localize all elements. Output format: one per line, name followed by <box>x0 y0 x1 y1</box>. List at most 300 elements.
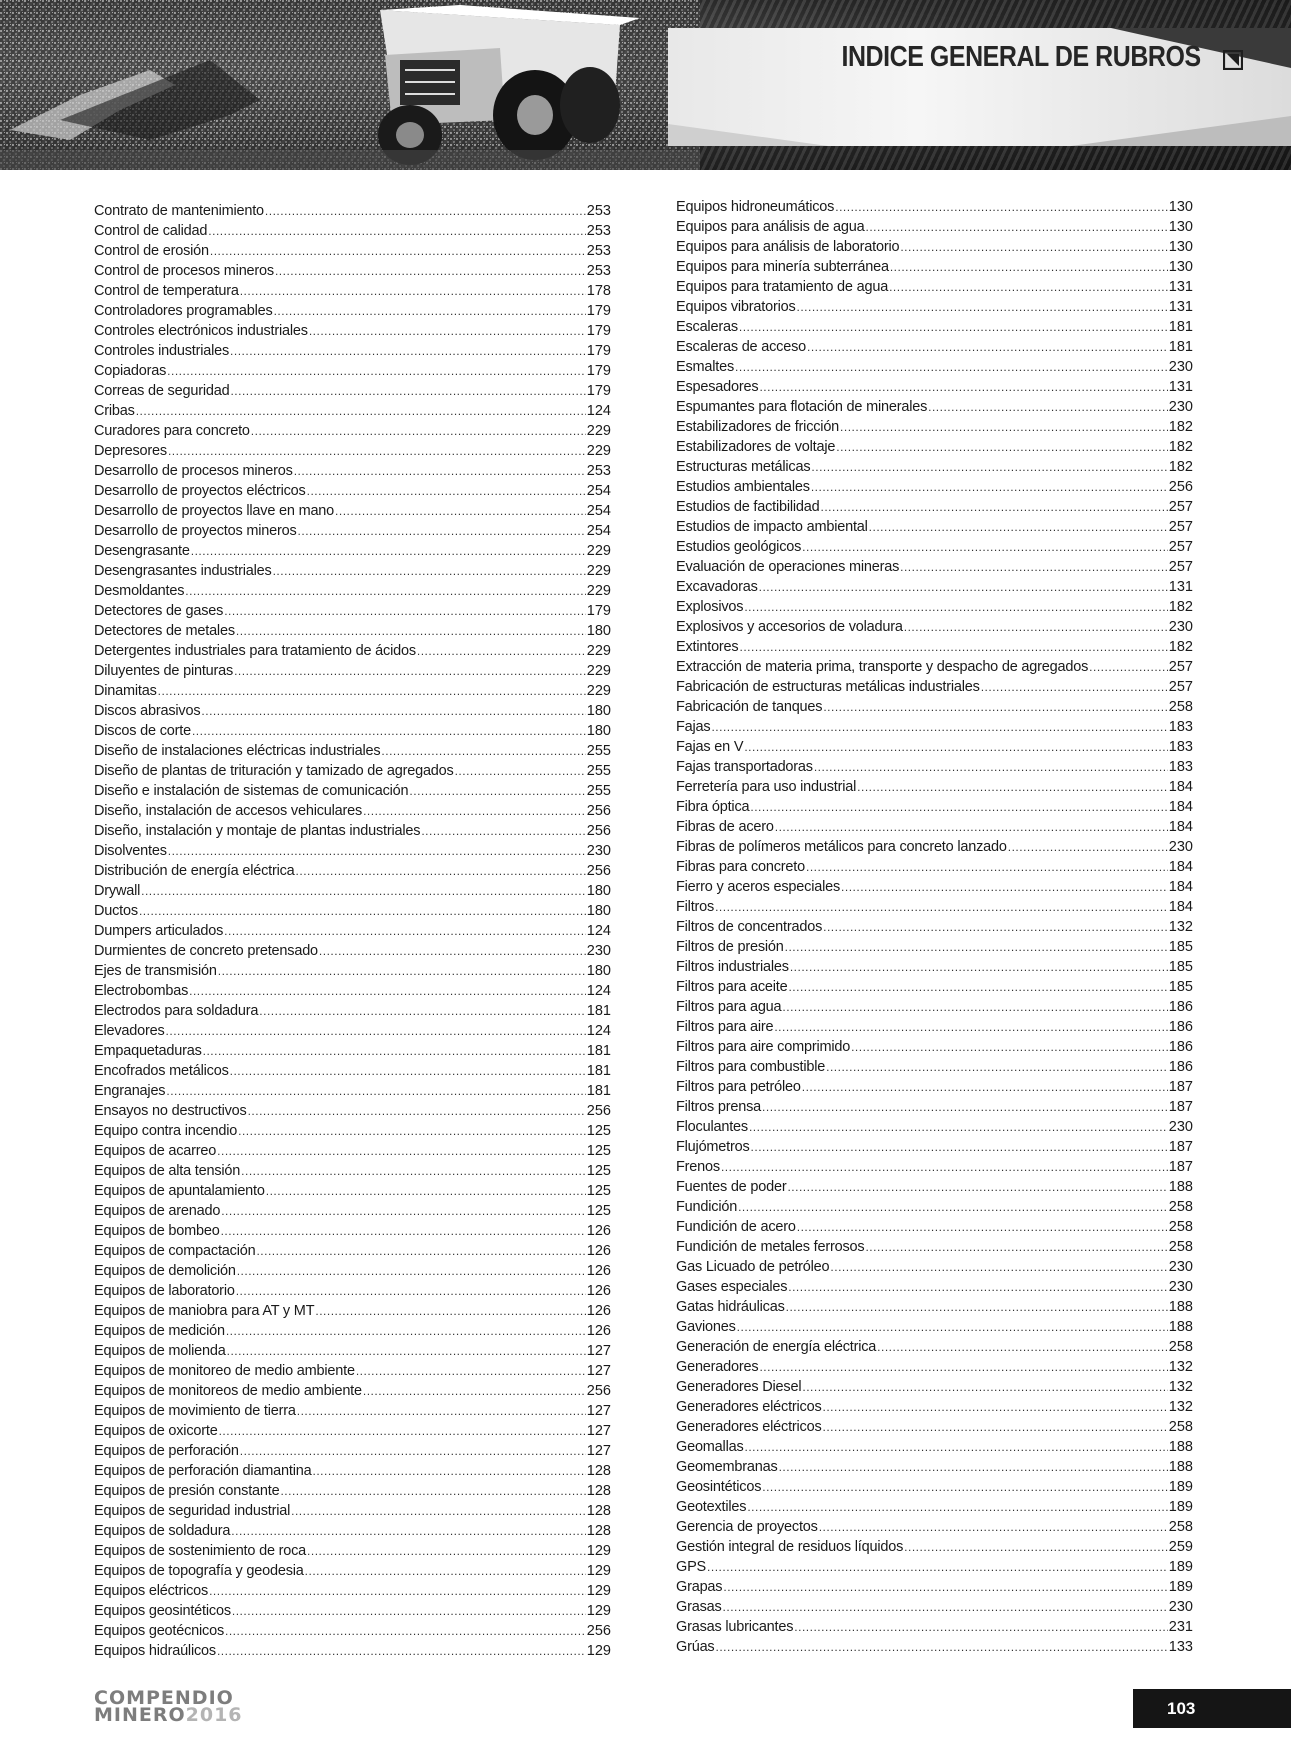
dot-leader <box>256 1241 585 1261</box>
page-number: 103 <box>1133 1689 1291 1728</box>
entry-name: Dumpers articulados <box>94 923 224 939</box>
entry-name: Estudios de factibilidad <box>676 499 820 515</box>
dot-leader <box>797 1217 1168 1237</box>
entry-name: Estudios geológicos <box>676 539 802 555</box>
entry-page: 125 <box>586 1143 611 1159</box>
entry-name: Evaluación de operaciones mineras <box>676 559 900 575</box>
entry-name: Desarrollo de proyectos llave en mano <box>94 503 335 519</box>
entry-name: Filtros para agua <box>676 999 782 1015</box>
entry-name: Equipos de bombeo <box>94 1223 220 1239</box>
dot-leader <box>790 957 1168 977</box>
entry-name: Desengrasante <box>94 543 190 559</box>
index-entry <box>94 1501 611 1521</box>
entry-name: Equipos de compactación <box>94 1243 256 1259</box>
dot-leader <box>225 1621 586 1641</box>
entry-page: 229 <box>586 423 611 439</box>
entry-page: 124 <box>586 1023 611 1039</box>
entry-name: Espesadores <box>676 379 759 395</box>
entry-page: 254 <box>586 483 611 499</box>
entry-name: Estudios ambientales <box>676 479 810 495</box>
index-entry <box>94 1381 611 1401</box>
entry-page: 187 <box>1168 1139 1193 1155</box>
entry-name: Discos de corte <box>94 723 191 739</box>
entry-page: 189 <box>1168 1479 1193 1495</box>
index-entry <box>94 601 611 621</box>
dot-leader <box>363 801 586 821</box>
index-entry <box>676 617 1193 637</box>
entry-name: Fabricación de tanques <box>676 699 823 715</box>
dot-leader <box>298 521 586 541</box>
entry-page: 131 <box>1168 279 1193 295</box>
index-entry <box>94 1621 611 1641</box>
entry-name: Ferretería para uso industrial <box>676 779 857 795</box>
dot-leader <box>890 257 1168 277</box>
entry-page: 182 <box>1168 439 1193 455</box>
dot-leader <box>208 221 586 241</box>
entry-page: 186 <box>1168 1019 1193 1035</box>
index-entry <box>94 1401 611 1421</box>
dot-leader <box>309 321 586 341</box>
index-entry <box>94 661 611 681</box>
entry-page: 126 <box>586 1223 611 1239</box>
entry-page: 230 <box>1168 399 1193 415</box>
dot-leader <box>296 861 586 881</box>
index-entry <box>676 757 1193 777</box>
dot-leader <box>782 997 1167 1017</box>
entry-name: Detectores de metales <box>94 623 235 639</box>
entry-name: Equipos de seguridad industrial <box>94 1503 291 1519</box>
entry-page: 255 <box>586 743 611 759</box>
entry-name: Equipos de apuntalamiento <box>94 1183 265 1199</box>
dot-leader <box>811 457 1167 477</box>
index-entry <box>676 1277 1193 1297</box>
entry-page: 179 <box>586 363 611 379</box>
dot-leader <box>168 841 586 861</box>
entry-name: Desmoldantes <box>94 583 185 599</box>
index-entry <box>94 1241 611 1261</box>
dot-leader <box>840 417 1168 437</box>
entry-page: 130 <box>1168 239 1193 255</box>
index-entry <box>94 1101 611 1121</box>
entry-name: Drywall <box>94 883 141 899</box>
entry-name: Fuentes de poder <box>676 1179 787 1195</box>
index-entry <box>94 881 611 901</box>
entry-page: 183 <box>1168 719 1193 735</box>
brand-line1: COMPENDIO <box>94 1687 234 1709</box>
entry-page: 182 <box>1168 419 1193 435</box>
entry-page: 129 <box>586 1603 611 1619</box>
index-entry <box>94 1581 611 1601</box>
entry-page: 181 <box>1168 319 1193 335</box>
entry-page: 180 <box>586 963 611 979</box>
entry-name: Diseño, instalación y montaje de plantas industriales <box>94 823 421 839</box>
index-entry <box>94 641 611 661</box>
entry-page: 125 <box>586 1163 611 1179</box>
dot-leader <box>807 337 1168 357</box>
index-entry <box>676 897 1193 917</box>
dot-leader <box>259 1001 586 1021</box>
entry-name: Filtros para petróleo <box>676 1079 801 1095</box>
entry-page: 253 <box>586 263 611 279</box>
index-entry <box>676 777 1193 797</box>
entry-name: Filtros industriales <box>676 959 789 975</box>
dot-leader <box>319 941 586 961</box>
entry-name: Correas de seguridad <box>94 383 230 399</box>
index-entry <box>94 1081 611 1101</box>
entry-page: 229 <box>586 563 611 579</box>
entry-page: 180 <box>586 903 611 919</box>
entry-name: Generadores eléctricos <box>676 1419 822 1435</box>
dot-leader <box>189 981 586 1001</box>
index-entry <box>676 1557 1193 1577</box>
entry-name: Fajas en V <box>676 739 744 755</box>
entry-page: 229 <box>586 443 611 459</box>
dot-leader <box>851 1037 1168 1057</box>
dot-leader <box>231 1521 586 1541</box>
index-entry <box>676 1537 1193 1557</box>
entry-name: Geotextiles <box>676 1499 747 1515</box>
dot-leader <box>230 381 585 401</box>
index-entry <box>676 1497 1193 1517</box>
dot-leader <box>158 681 586 701</box>
dot-leader <box>823 697 1167 717</box>
entry-page: 126 <box>586 1283 611 1299</box>
dot-leader <box>723 1577 1167 1597</box>
index-entry <box>94 1321 611 1341</box>
index-entry <box>94 1281 611 1301</box>
index-entry <box>676 1017 1193 1037</box>
index-entry <box>94 801 611 821</box>
index-entry <box>676 1597 1193 1617</box>
dot-leader <box>417 641 586 661</box>
entry-name: Flujómetros <box>676 1139 750 1155</box>
entry-name: Floculantes <box>676 1119 748 1135</box>
entry-name: Equipos hidroneumáticos <box>676 199 835 215</box>
index-entry <box>94 1021 611 1041</box>
entry-page: 229 <box>586 683 611 699</box>
index-entry <box>676 817 1193 837</box>
dot-leader <box>218 961 586 981</box>
entry-page: 231 <box>1168 1619 1193 1635</box>
entry-name: Contrato de mantenimiento <box>94 203 264 219</box>
dot-leader <box>745 1437 1168 1457</box>
index-entry <box>676 997 1193 1017</box>
dot-leader <box>865 217 1167 237</box>
entry-page: 130 <box>1168 199 1193 215</box>
entry-name: Excavadoras <box>676 579 758 595</box>
dot-leader <box>811 477 1168 497</box>
entry-page: 230 <box>1168 359 1193 375</box>
dot-leader <box>836 437 1168 457</box>
dot-leader <box>224 921 586 941</box>
entry-name: Geomembranas <box>676 1459 778 1475</box>
dot-leader <box>788 1277 1168 1297</box>
index-entry <box>676 537 1193 557</box>
entry-page: 229 <box>586 663 611 679</box>
dot-leader <box>716 1637 1168 1657</box>
index-entry <box>94 1001 611 1021</box>
index-entry <box>676 1417 1193 1437</box>
entry-page: 126 <box>586 1303 611 1319</box>
entry-name: Explosivos <box>676 599 744 615</box>
index-entry <box>676 437 1193 457</box>
dot-leader <box>865 1237 1167 1257</box>
dot-leader <box>274 301 586 321</box>
dot-leader <box>226 1321 586 1341</box>
entry-page: 257 <box>1168 519 1193 535</box>
entry-page: 189 <box>1168 1579 1193 1595</box>
dot-leader <box>857 777 1168 797</box>
dot-leader <box>750 797 1167 817</box>
entry-name: Filtros prensa <box>676 1099 762 1115</box>
index-entry <box>676 597 1193 617</box>
index-entry <box>94 621 611 641</box>
index-entry <box>94 461 611 481</box>
entry-page: 253 <box>586 463 611 479</box>
dot-leader <box>721 1157 1168 1177</box>
dot-leader <box>409 781 585 801</box>
entry-page: 181 <box>586 1043 611 1059</box>
index-entry <box>676 1057 1193 1077</box>
dot-leader <box>166 1021 586 1041</box>
index-entry <box>676 957 1193 977</box>
dot-leader <box>241 1161 586 1181</box>
entry-page: 188 <box>1168 1459 1193 1475</box>
index-entry <box>94 1481 611 1501</box>
entry-page: 255 <box>586 783 611 799</box>
dot-leader <box>711 717 1167 737</box>
entry-page: 257 <box>1168 539 1193 555</box>
entry-name: Engranajes <box>94 1083 166 1099</box>
entry-name: Control de calidad <box>94 223 208 239</box>
dot-leader <box>889 277 1168 297</box>
entry-name: Diseño e instalación de sistemas de comunicación <box>94 783 409 799</box>
dot-leader <box>381 741 585 761</box>
dot-leader <box>297 1401 586 1421</box>
index-entry <box>94 1161 611 1181</box>
entry-page: 256 <box>586 1623 611 1639</box>
entry-name: Espumantes para flotación de minerales <box>676 399 928 415</box>
dot-leader <box>139 901 586 921</box>
index-entry <box>94 541 611 561</box>
index-entry <box>94 1061 611 1081</box>
entry-page: 187 <box>1168 1099 1193 1115</box>
dot-leader <box>738 1197 1168 1217</box>
entry-page: 229 <box>586 583 611 599</box>
index-entry <box>676 237 1193 257</box>
entry-name: Fajas <box>676 719 711 735</box>
index-entry <box>676 797 1193 817</box>
index-entry <box>94 901 611 921</box>
entry-page: 126 <box>586 1243 611 1259</box>
index-entry <box>676 1297 1193 1317</box>
dot-leader <box>802 1377 1167 1397</box>
entry-page: 180 <box>586 723 611 739</box>
dot-leader <box>819 1517 1168 1537</box>
entry-page: 128 <box>586 1483 611 1499</box>
dot-leader <box>723 1597 1168 1617</box>
index-entry <box>94 1461 611 1481</box>
dot-leader <box>814 757 1168 777</box>
entry-name: Grapas <box>676 1579 723 1595</box>
index-entry <box>676 677 1193 697</box>
index-entry <box>676 1257 1193 1277</box>
dot-leader <box>167 361 586 381</box>
brand-logo <box>94 1687 243 1726</box>
entry-page: 259 <box>1168 1539 1193 1555</box>
index-entry <box>676 1437 1193 1457</box>
entry-name: Diseño de plantas de trituración y tamizado de agregados <box>94 763 454 779</box>
index-entry <box>94 421 611 441</box>
dot-leader <box>335 501 586 521</box>
dot-leader <box>759 577 1168 597</box>
dot-leader <box>455 761 586 781</box>
entry-name: Fibra óptica <box>676 799 750 815</box>
index-entry <box>676 1077 1193 1097</box>
entry-page: 132 <box>1168 1359 1193 1375</box>
index-entry <box>94 1441 611 1461</box>
entry-name: Fibras para concreto <box>676 859 805 875</box>
index-entry <box>676 397 1193 417</box>
entry-page: 230 <box>1168 619 1193 635</box>
dot-leader <box>217 1641 586 1661</box>
entry-name: Ensayos no destructivos <box>94 1103 247 1119</box>
index-entry <box>676 417 1193 437</box>
dot-leader <box>236 621 586 641</box>
index-entry <box>94 941 611 961</box>
entry-page: 184 <box>1168 859 1193 875</box>
dot-leader <box>221 1201 586 1221</box>
entry-name: Filtros para combustible <box>676 1059 826 1075</box>
dot-leader <box>356 1361 586 1381</box>
dot-leader <box>762 1477 1168 1497</box>
entry-name: Fibras de acero <box>676 819 774 835</box>
entry-page: 184 <box>1168 799 1193 815</box>
entry-page: 185 <box>1168 979 1193 995</box>
entry-page: 258 <box>1168 1419 1193 1435</box>
dot-leader <box>981 677 1168 697</box>
index-entry <box>676 377 1193 397</box>
dot-leader <box>759 1357 1167 1377</box>
entry-name: Estructuras metálicas <box>676 459 811 475</box>
dot-leader <box>421 821 585 841</box>
entry-name: Detergentes industriales para tratamiento de ácidos <box>94 643 416 659</box>
index-entry <box>676 1357 1193 1377</box>
dot-leader <box>797 297 1168 317</box>
entry-page: 254 <box>586 503 611 519</box>
dot-leader <box>192 721 586 741</box>
dot-leader <box>794 1617 1168 1637</box>
entry-page: 132 <box>1168 1379 1193 1395</box>
dot-leader <box>900 237 1167 257</box>
dot-leader <box>788 977 1167 997</box>
entry-page: 182 <box>1168 599 1193 615</box>
dot-leader <box>900 557 1168 577</box>
page-title: INDICE GENERAL DE RUBROS <box>841 41 1201 73</box>
entry-page: 180 <box>586 883 611 899</box>
entry-name: Geomallas <box>676 1439 744 1455</box>
entry-name: Grasas <box>676 1599 722 1615</box>
index-entry <box>676 1097 1193 1117</box>
index-entry <box>676 697 1193 717</box>
entry-page: 128 <box>586 1503 611 1519</box>
index-entry <box>94 1341 611 1361</box>
entry-name: Generadores <box>676 1359 759 1375</box>
index-entry <box>94 241 611 261</box>
dot-leader <box>265 201 586 221</box>
index-entry <box>94 781 611 801</box>
entry-name: Filtros de concentrados <box>676 919 823 935</box>
entry-page: 186 <box>1168 1039 1193 1055</box>
entry-page: 256 <box>586 1383 611 1399</box>
entry-page: 258 <box>1168 699 1193 715</box>
dot-leader <box>315 1301 585 1321</box>
dot-leader <box>141 881 586 901</box>
index-entry <box>94 221 611 241</box>
entry-page: 127 <box>586 1423 611 1439</box>
index-entry <box>94 301 611 321</box>
index-entry <box>94 501 611 521</box>
dot-leader <box>904 617 1168 637</box>
entry-name: Gestión integral de residuos líquidos <box>676 1539 904 1555</box>
entry-name: Extintores <box>676 639 739 655</box>
entry-name: Gases especiales <box>676 1279 788 1295</box>
index-entry <box>94 741 611 761</box>
entry-page: 189 <box>1168 1499 1193 1515</box>
brand-line2 <box>94 1704 243 1726</box>
index-entry <box>676 337 1193 357</box>
dot-leader <box>877 1337 1168 1357</box>
index-entry <box>676 1157 1193 1177</box>
entry-page: 186 <box>1168 999 1193 1015</box>
index-entry <box>676 557 1193 577</box>
entry-name: Geosintéticos <box>676 1479 762 1495</box>
index-entry <box>94 1201 611 1221</box>
entry-name: Equipos de medición <box>94 1323 225 1339</box>
entry-name: Fabricación de estructuras metálicas industriales <box>676 679 980 695</box>
entry-name: Fundición <box>676 1199 738 1215</box>
dot-leader <box>221 1221 586 1241</box>
dot-leader <box>168 441 586 461</box>
entry-name: Equipos de monitoreos de medio ambiente <box>94 1383 362 1399</box>
entry-page: 131 <box>1168 579 1193 595</box>
entry-name: Empaquetaduras <box>94 1043 202 1059</box>
entry-name: Fierro y aceros especiales <box>676 879 841 895</box>
entry-name: Controles industriales <box>94 343 230 359</box>
dot-leader <box>240 281 586 301</box>
dot-leader <box>237 1261 586 1281</box>
dot-leader <box>275 261 586 281</box>
entry-page: 258 <box>1168 1199 1193 1215</box>
brand-line2-word: MINERO <box>94 1704 186 1726</box>
entry-name: Electrobombas <box>94 983 189 999</box>
mining-truck-photo <box>0 0 700 170</box>
index-entry <box>94 921 611 941</box>
entry-name: Estudios de impacto ambiental <box>676 519 868 535</box>
index-entry <box>94 1041 611 1061</box>
entry-name: Controles electrónicos industriales <box>94 323 308 339</box>
index-entry <box>676 1197 1193 1217</box>
dot-leader <box>749 1117 1168 1137</box>
index-entry <box>676 877 1193 897</box>
entry-page: 189 <box>1168 1559 1193 1575</box>
entry-name: Filtros <box>676 899 715 915</box>
entry-page: 181 <box>586 1003 611 1019</box>
dot-leader <box>305 1561 586 1581</box>
entry-name: Generadores Diesel <box>676 1379 802 1395</box>
entry-page: 130 <box>1168 259 1193 275</box>
entry-name: Equipos para análisis de laboratorio <box>676 239 900 255</box>
